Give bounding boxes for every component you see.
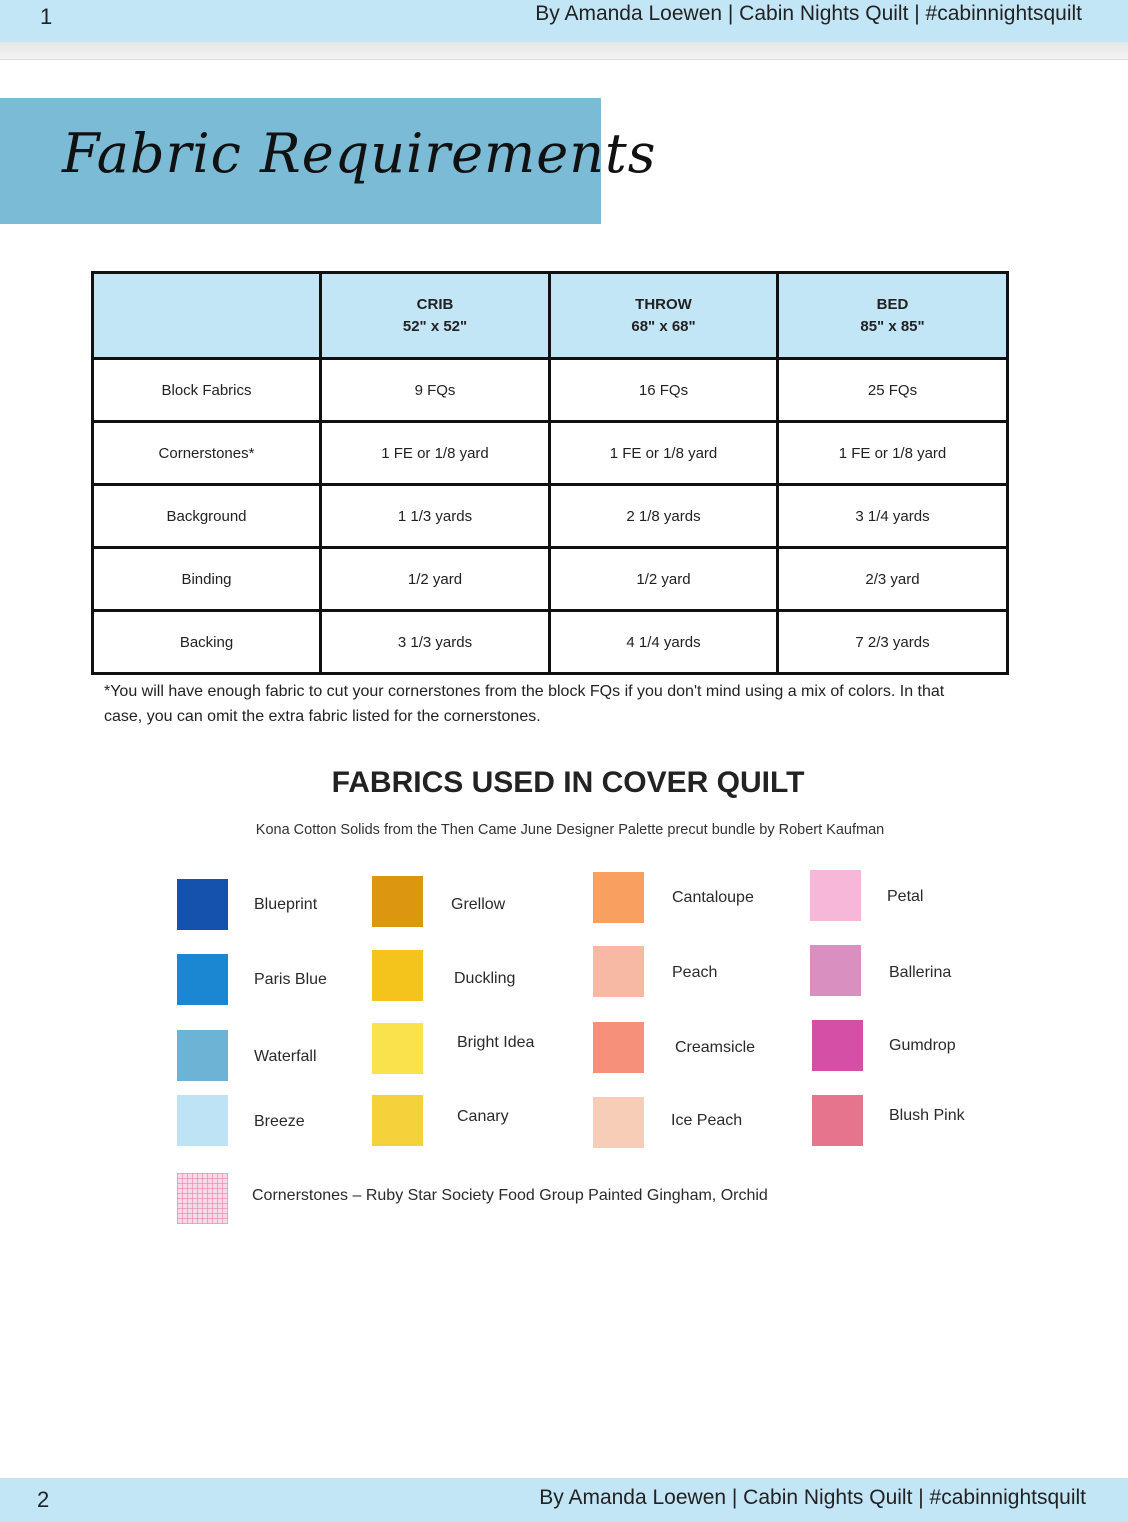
swatch-label-peach: Peach (672, 964, 718, 981)
table-cell: 16 FQs (550, 359, 778, 422)
table-cell: 2/3 yard (778, 548, 1008, 611)
table-row (93, 485, 1008, 548)
swatch-label-blueprint: Blueprint (254, 896, 318, 913)
swatch-ice-peach (593, 1097, 644, 1148)
swatch-label-paris-blue: Paris Blue (254, 971, 327, 988)
row-label: Background (93, 485, 321, 548)
swatch-label-petal: Petal (887, 888, 924, 905)
swatch-peach (593, 946, 644, 997)
swatch-label-duckling: Duckling (454, 970, 516, 987)
page-header-bar (0, 0, 1128, 42)
swatch-label-bright-idea: Bright Idea (457, 1034, 535, 1051)
row-label: Cornerstones* (93, 422, 321, 485)
swatch-grellow (372, 876, 423, 927)
swatch-label-canary: Canary (457, 1108, 509, 1125)
table-cell: 1 FE or 1/8 yard (778, 422, 1008, 485)
table-cell: 3 1/4 yards (778, 485, 1008, 548)
swatch-ballerina (810, 945, 861, 996)
swatch-gumdrop (812, 1020, 863, 1071)
title-banner (0, 98, 657, 224)
swatch-label-blush-pink: Blush Pink (889, 1107, 965, 1124)
table-cell: 1/2 yard (321, 548, 550, 611)
swatch-blush-pink (812, 1095, 863, 1146)
table-row (93, 611, 1008, 674)
swatch-blueprint (177, 879, 228, 930)
column-header-bed: BED 85" x 85" (778, 273, 1008, 359)
swatch-waterfall (177, 1030, 228, 1081)
page-footer-bar (0, 1478, 1128, 1522)
swatch-duckling (372, 950, 423, 1001)
swatch-label-waterfall: Waterfall (254, 1048, 317, 1065)
table-cell: 1 1/3 yards (321, 485, 550, 548)
table-cell: 1/2 yard (550, 548, 778, 611)
table-cell: 1 FE or 1/8 yard (550, 422, 778, 485)
footer-credit: By Amanda Loewen | Cabin Nights Quilt | #cabinnightsquilt (539, 1486, 1086, 1509)
row-label: Block Fabrics (93, 359, 321, 422)
table-cell: 25 FQs (778, 359, 1008, 422)
page-number: 2 (37, 1487, 50, 1512)
column-header-throw: THROW 68" x 68" (550, 273, 778, 359)
table-cell: 1 FE or 1/8 yard (321, 422, 550, 485)
swatch-canary (372, 1095, 423, 1146)
swatch-label-creamsicle: Creamsicle (675, 1039, 756, 1056)
empty-header-cell (93, 273, 321, 359)
table-row (93, 359, 1008, 422)
table-row (93, 422, 1008, 485)
swatch-breeze (177, 1095, 228, 1146)
swatch-label-gumdrop: Gumdrop (889, 1037, 956, 1054)
row-label: Backing (93, 611, 321, 674)
page-divider (0, 42, 1128, 60)
swatch-label-ice-peach: Ice Peach (671, 1112, 743, 1129)
cornerstones-label: Cornerstones – Ruby Star Society Food Group Painted Gingham, Orchid (252, 1187, 768, 1204)
table-cell: 4 1/4 yards (550, 611, 778, 674)
page-number: 1 (40, 4, 53, 29)
swatch-label-ballerina: Ballerina (889, 964, 952, 981)
page-title: Fabric Requirements (62, 122, 657, 185)
fabrics-section-subtitle: Kona Cotton Solids from the Then Came June Designer Palette precut bundle by Robert Kaufman (255, 822, 885, 838)
table-cell: 9 FQs (321, 359, 550, 422)
table-cell: 3 1/3 yards (321, 611, 550, 674)
cornerstones-footnote: *You will have enough fabric to cut your cornerstones from the block FQs if you don't mind using a mix of colors. In that case, you can omit the extra fabric listed for the cornerstones. (104, 683, 945, 725)
swatch-label-grellow: Grellow (451, 896, 506, 913)
swatch-label-cantaloupe: Cantaloupe (672, 889, 754, 906)
fabric-requirements-table (91, 271, 1009, 675)
swatch-creamsicle (593, 1022, 644, 1073)
swatch-paris-blue (177, 954, 228, 1005)
fabrics-section-title: FABRICS USED IN COVER QUILT (331, 766, 805, 799)
column-header-crib: CRIB 52" x 52" (321, 273, 550, 359)
swatch-bright-idea (372, 1023, 423, 1074)
table-row (93, 548, 1008, 611)
swatch-petal (810, 870, 861, 921)
gingham-swatch-icon (177, 1173, 228, 1224)
table-cell: 7 2/3 yards (778, 611, 1008, 674)
swatch-cantaloupe (593, 872, 644, 923)
table-header-row (93, 273, 1008, 359)
swatch-label-breeze: Breeze (254, 1113, 305, 1130)
header-credit: By Amanda Loewen | Cabin Nights Quilt | #cabinnightsquilt (535, 2, 1082, 25)
table-cell: 2 1/8 yards (550, 485, 778, 548)
row-label: Binding (93, 548, 321, 611)
